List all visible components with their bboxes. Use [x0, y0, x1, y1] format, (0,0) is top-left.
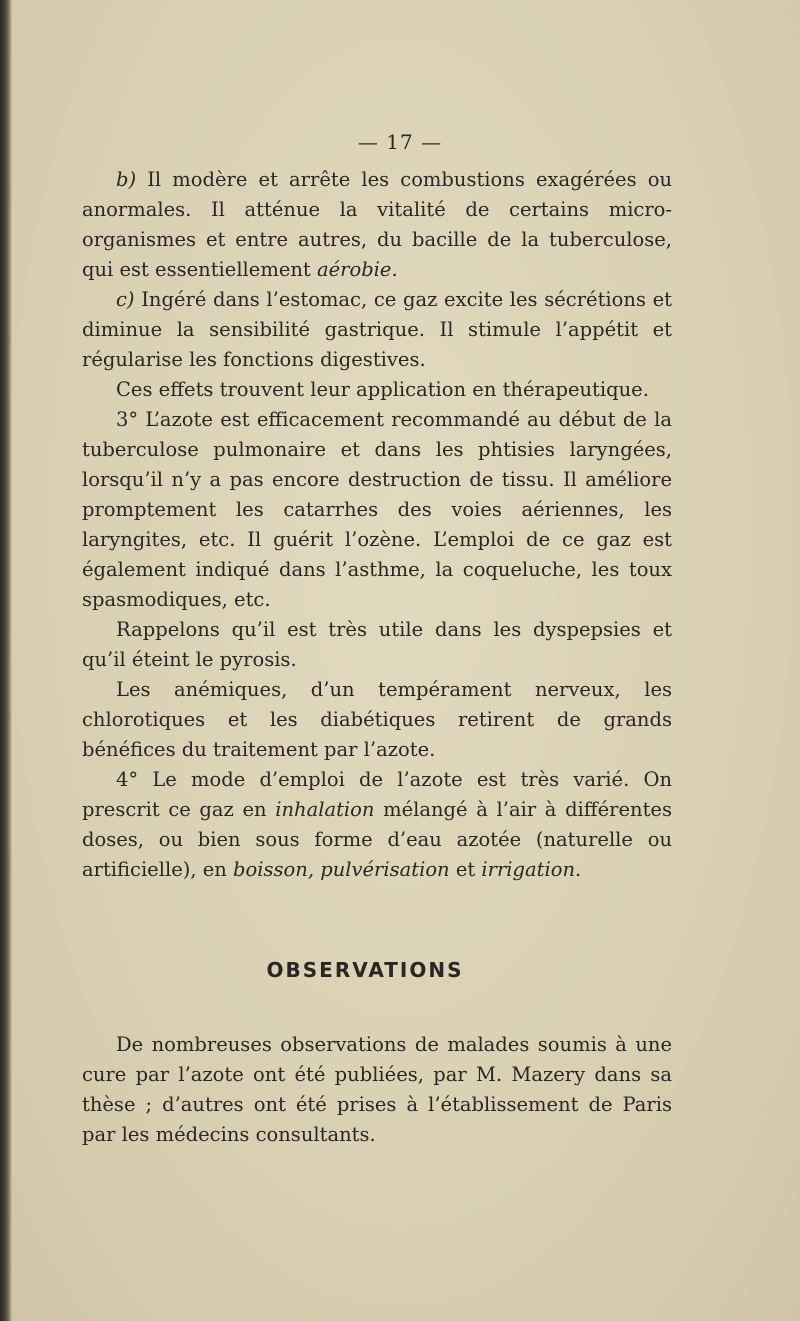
paragraph-effets: Ces effets trouvent leur application en thérapeutique. [116, 378, 649, 401]
paragraph-anemiques: Les anémiques, d’un tempérament nerveux, les chlorotiques et les diabétiques retirent de grands bénéfices du traitement par l’azote. [82, 678, 672, 761]
observations-text [82, 1030, 672, 1150]
paragraph-b: b) Il modère et arrête les combustions exagérées ou anormales. Il atténue la vitalité de certains micro-organismes et entre autres, du bacille de la tuberculose, qui est essentiellement aérobie. [82, 168, 673, 281]
body-text [82, 165, 672, 885]
paragraph-c: c) Ingéré dans l’estomac, ce gaz excite les sécrétions et diminue la sensibilité gastrique. Il stimule l’appétit et régularise les fonctions digestives. [82, 288, 672, 371]
book-binding-edge [0, 0, 12, 1321]
paragraph-rappelons: Rappelons qu’il est très utile dans les dyspepsies et qu’il éteint le pyrosis. [82, 618, 672, 671]
paragraph-3: 3° L’azote est efficacement recommandé au début de la tuberculose pulmonaire et dans les phtisies laryngées, lorsqu’il n’y a pas encore destruction de tissu. Il améliore promptement les catarrhes des voies aériennes, les laryngites, etc. Il guérit l’ozène. L’emploi de ce gaz est également indiqué dans l’asthme, la coqueluche, les toux spasmodiques, etc. [82, 408, 672, 611]
page-number: — 17 — [357, 130, 443, 154]
paragraph-observations: De nombreuses observations de malades soumis à une cure par l’azote ont été publiées, par M. Mazery dans sa thèse ; d’autres ont été prises à l’établissement de Paris par les médecins consultants. [82, 1033, 672, 1146]
section-heading: OBSERVATIONS [266, 958, 464, 982]
paragraph-4: 4° Le mode d’emploi de l’azote est très varié. On prescrit ce gaz en inhalation mélangé à l’air à différentes doses, ou bien sous forme d’eau azotée (naturelle ou artificielle), en boisson, pulvérisation et irrigation. [82, 768, 672, 881]
